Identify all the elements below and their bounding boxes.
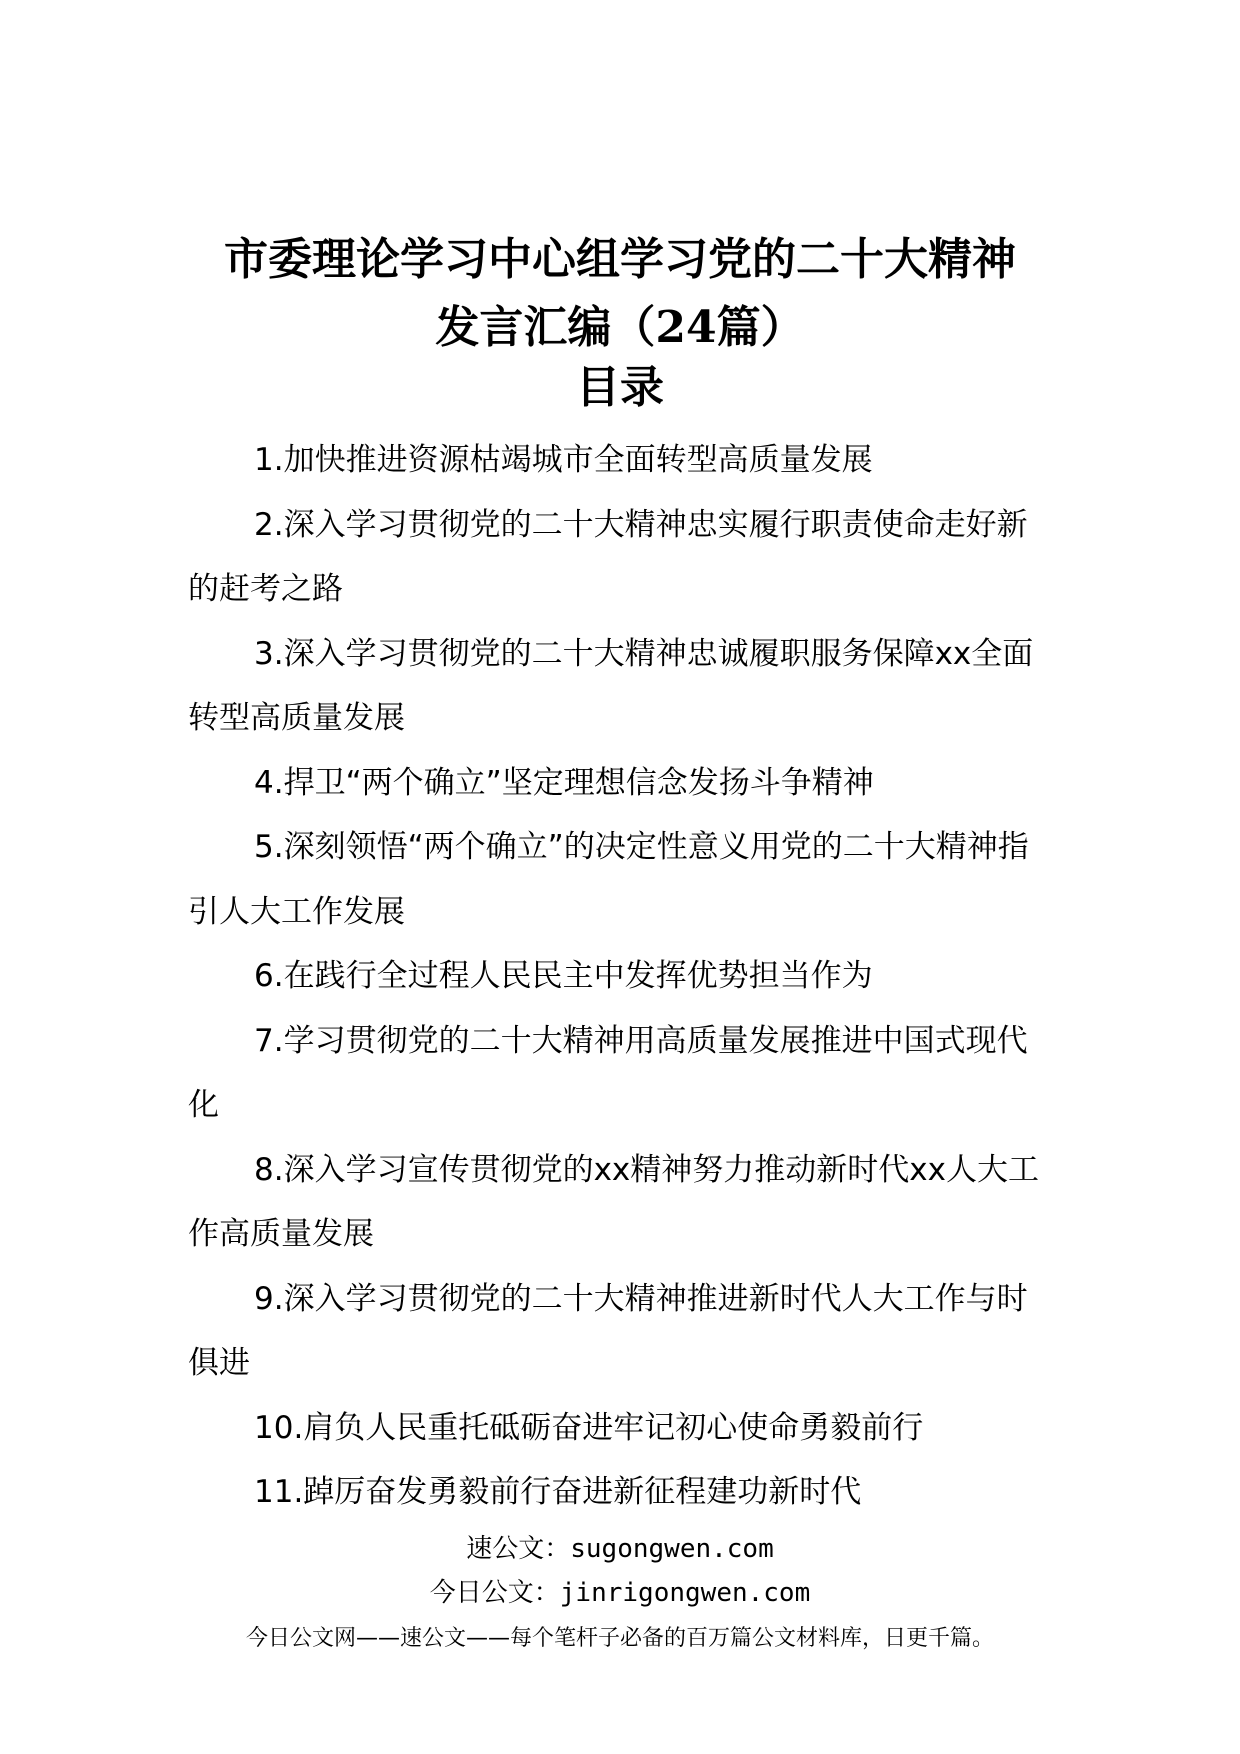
footer-jinrigongwen-link[interactable]: jinrigongwen.com (559, 1578, 811, 1608)
toc-item: 3.深入学习贯彻党的二十大精神忠诚履职服务保障xx全面转型高质量发展 (188, 635, 1034, 736)
document-title-line2: 发言汇编（24篇） (435, 302, 805, 353)
toc-item: 6.在践行全过程人民民主中发挥优势担当作为 (254, 958, 873, 994)
table-of-contents (188, 428, 1048, 1525)
footer-jinrigongwen-label: 今日公文： (429, 1578, 560, 1608)
toc-item: 10.肩负人民重托砥砺奋进牢记初心使命勇毅前行 (254, 1409, 924, 1446)
footer-jinrigongwen (0, 1576, 1240, 1610)
footer-slogan: 今日公文网——速公文——每个笔杆子必备的百万篇公文材料库，日更千篇。 (245, 1626, 994, 1651)
toc-heading: 目录 (576, 362, 664, 413)
document-title-line1: 市委理论学习中心组学习党的二十大精神 (224, 234, 1016, 285)
footer-sugongwen-link[interactable]: sugongwen.com (570, 1534, 774, 1564)
toc-item: 1.加快推进资源枯竭城市全面转型高质量发展 (254, 442, 873, 478)
toc-item: 7.学习贯彻党的二十大精神用高质量发展推进中国式现代化 (188, 1022, 1028, 1123)
toc-item: 11.踔厉奋发勇毅前行奋进新征程建功新时代 (254, 1474, 862, 1510)
toc-item: 8.深入学习宣传贯彻党的xx精神努力推动新时代xx人大工作高质量发展 (188, 1151, 1039, 1252)
footer-sugongwen (0, 1532, 1240, 1566)
footer-sugongwen-label: 速公文： (466, 1534, 571, 1564)
toc-item: 5.深刻领悟“两个确立”的决定性意义用党的二十大精神指引人大工作发展 (188, 829, 1029, 930)
toc-item: 9.深入学习贯彻党的二十大精神推进新时代人大工作与时俱进 (188, 1280, 1028, 1381)
toc-item: 4.捍卫“两个确立”坚定理想信念发扬斗争精神 (254, 764, 874, 801)
toc-item: 2.深入学习贯彻党的二十大精神忠实履行职责使命走好新的赶考之路 (188, 506, 1028, 607)
